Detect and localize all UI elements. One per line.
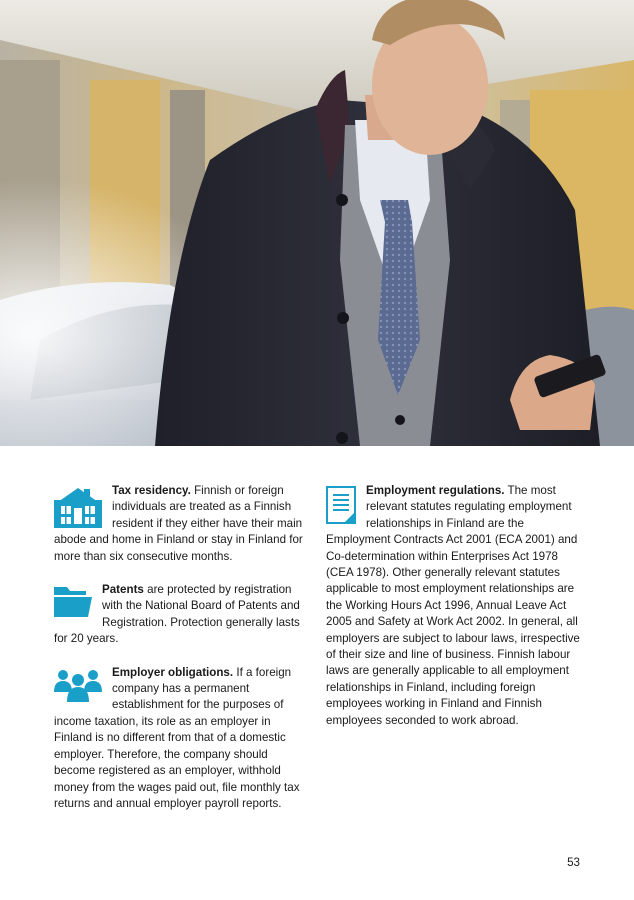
house-icon (54, 486, 102, 528)
folder-icon (54, 585, 92, 617)
patents-section (54, 582, 308, 648)
employer-obligations-section (54, 665, 308, 813)
document-icon (326, 486, 356, 524)
tax-residency-text: Finnish or foreign individuals are treated as a Finnish resident if they either have their main abode and home in Finland or stay in Finland for more than six consecutive months. (54, 484, 303, 563)
hero-photo (0, 0, 634, 446)
left-column (54, 483, 308, 829)
right-column (326, 483, 582, 746)
patents-heading: Patents (102, 583, 144, 597)
tax-residency-section (54, 483, 308, 565)
page-number: 53 (567, 856, 580, 869)
employer-obligations-text: If a foreign company has a permanent establishment for the purposes of income taxation, its role as an employer in Finland is no different from that of a domestic employer. Therefore, the company should become registered as an employer, withhold money from the wages paid out, file monthly tax returns and annual employer payroll reports. (54, 665, 300, 810)
employment-regulations-section (326, 483, 582, 729)
employment-regulations-heading: Employment regulations. (366, 484, 505, 497)
patents-text: are protected by registration with the National Board of Patents and Registration. Protection generally lasts for 20 years. (54, 583, 300, 646)
employment-regulations-text: The most relevant statutes regulating employment relationships in Finland are the Employment Contracts Act 2001 (ECA 2001) and Co-determination within Enterprises Act 1978 (CEA 1978). Other generally relevant statutes applicable to most employment relationships are the Working Hours Act 1996, Annual Leave Act 2005 and Safety at Work Act 2002. In general, all employers are subject to labour laws, irrespective of their size and line of business. Finnish labour laws are generally applicable to all employment relationships in Finland, including foreign employees working in Finland and Finnish employees seconded to work abroad. (326, 484, 580, 727)
tax-residency-heading: Tax residency. (112, 484, 191, 497)
people-icon (54, 668, 102, 702)
employer-obligations-heading: Employer obligations. (112, 665, 234, 679)
